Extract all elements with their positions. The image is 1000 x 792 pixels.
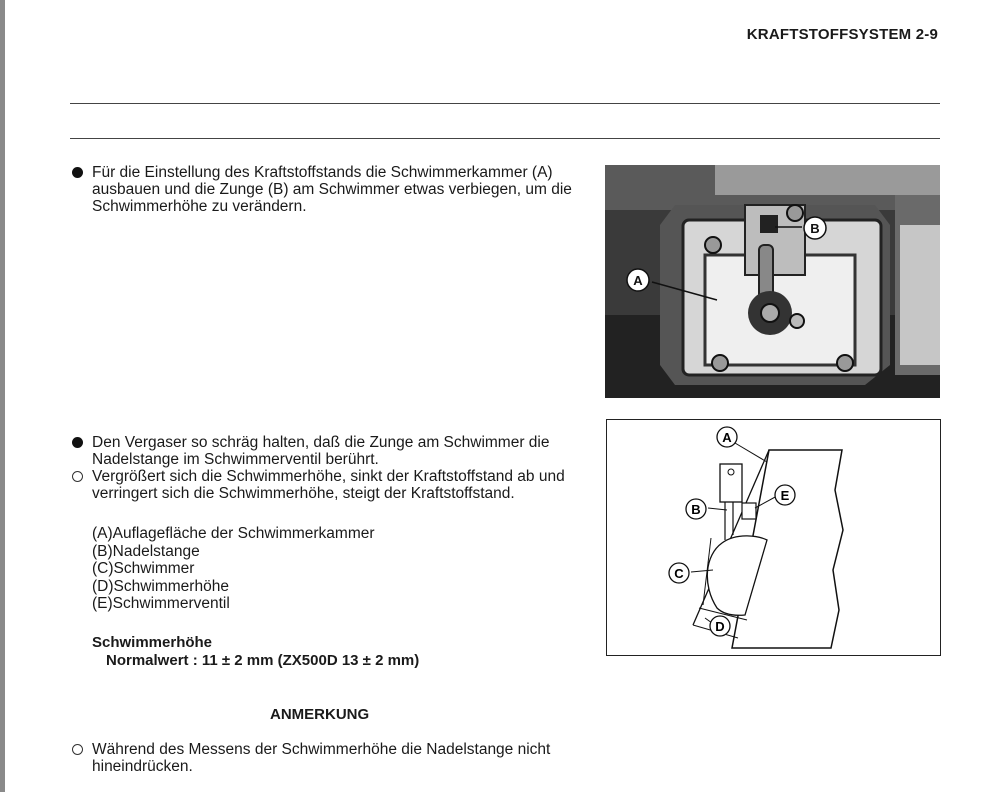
legend-item-a: (A)Auflagefläche der Schwimmerkammer bbox=[92, 525, 375, 542]
section2-text bbox=[72, 434, 587, 502]
filled-bullet-icon bbox=[72, 437, 83, 448]
filled-bullet-icon bbox=[72, 167, 83, 178]
float-height-drawing bbox=[607, 420, 940, 655]
spec-value: Normalwert : 11 ± 2 mm (ZX500D 13 ± 2 mm) bbox=[106, 652, 420, 669]
diagram-label-b: B bbox=[691, 502, 701, 517]
float-height-spec bbox=[92, 634, 419, 670]
section1-bullet1-text: Für die Einstellung des Kraftstoffstands die Schwimmerkammer (A) ausbauen und die Zunge (B) am Schwimmer etwas verbiegen, um die Schwimmerhöhe zu verändern. bbox=[92, 164, 572, 215]
hollow-bullet-icon bbox=[72, 471, 83, 482]
legend-item-b: (B)Nadelstange bbox=[92, 542, 200, 560]
diagram-label-e: E bbox=[780, 488, 790, 503]
note-item bbox=[72, 741, 587, 775]
diagram-label-a: A bbox=[722, 430, 732, 445]
note-text-block bbox=[72, 741, 587, 775]
note-heading: ANMERKUNG bbox=[270, 706, 370, 723]
legend-item-c: (C)Schwimmer bbox=[92, 560, 195, 577]
photo-label-b: B bbox=[810, 221, 820, 236]
photo-label-a: A bbox=[633, 273, 643, 288]
carburetor-photo bbox=[605, 165, 940, 398]
float-height-diagram bbox=[606, 419, 941, 656]
carburetor-photo-drawing bbox=[605, 165, 940, 398]
header-rule-bottom bbox=[70, 138, 940, 139]
section2-bullet1-text: Den Vergaser so schräg halten, daß die Zunge am Schwimmer die Nadelstange im Schwimmerventil berührt. bbox=[92, 434, 550, 468]
spec-title: Schwimmerhöhe bbox=[92, 634, 213, 651]
section1-bullet-item bbox=[72, 164, 587, 215]
section1-text bbox=[72, 164, 587, 215]
diagram-label-d: D bbox=[715, 619, 725, 634]
legend-item-e: (E)Schwimmerventil bbox=[92, 595, 230, 612]
hollow-bullet-icon bbox=[72, 744, 83, 755]
page-edge bbox=[0, 0, 5, 792]
diagram-legend bbox=[92, 525, 375, 613]
diagram-label-c: C bbox=[674, 566, 684, 581]
legend-item-d: (D)Schwimmerhöhe bbox=[92, 577, 229, 595]
header-rule-top bbox=[70, 103, 940, 104]
note-text: Während des Messens der Schwimmerhöhe die Nadelstange nicht hineindrücken. bbox=[92, 741, 551, 775]
page-header-title: KRAFTSTOFFSYSTEM 2-9 bbox=[746, 26, 938, 43]
section2-note-item bbox=[72, 468, 587, 502]
section2-bullet-item bbox=[72, 434, 587, 468]
section2-note1-text: Vergrößert sich die Schwimmerhöhe, sinkt der Kraftstoffstand ab und verringert sich die Schwimmerhöhe, steigt der Kraftstoffstand. bbox=[92, 468, 565, 502]
